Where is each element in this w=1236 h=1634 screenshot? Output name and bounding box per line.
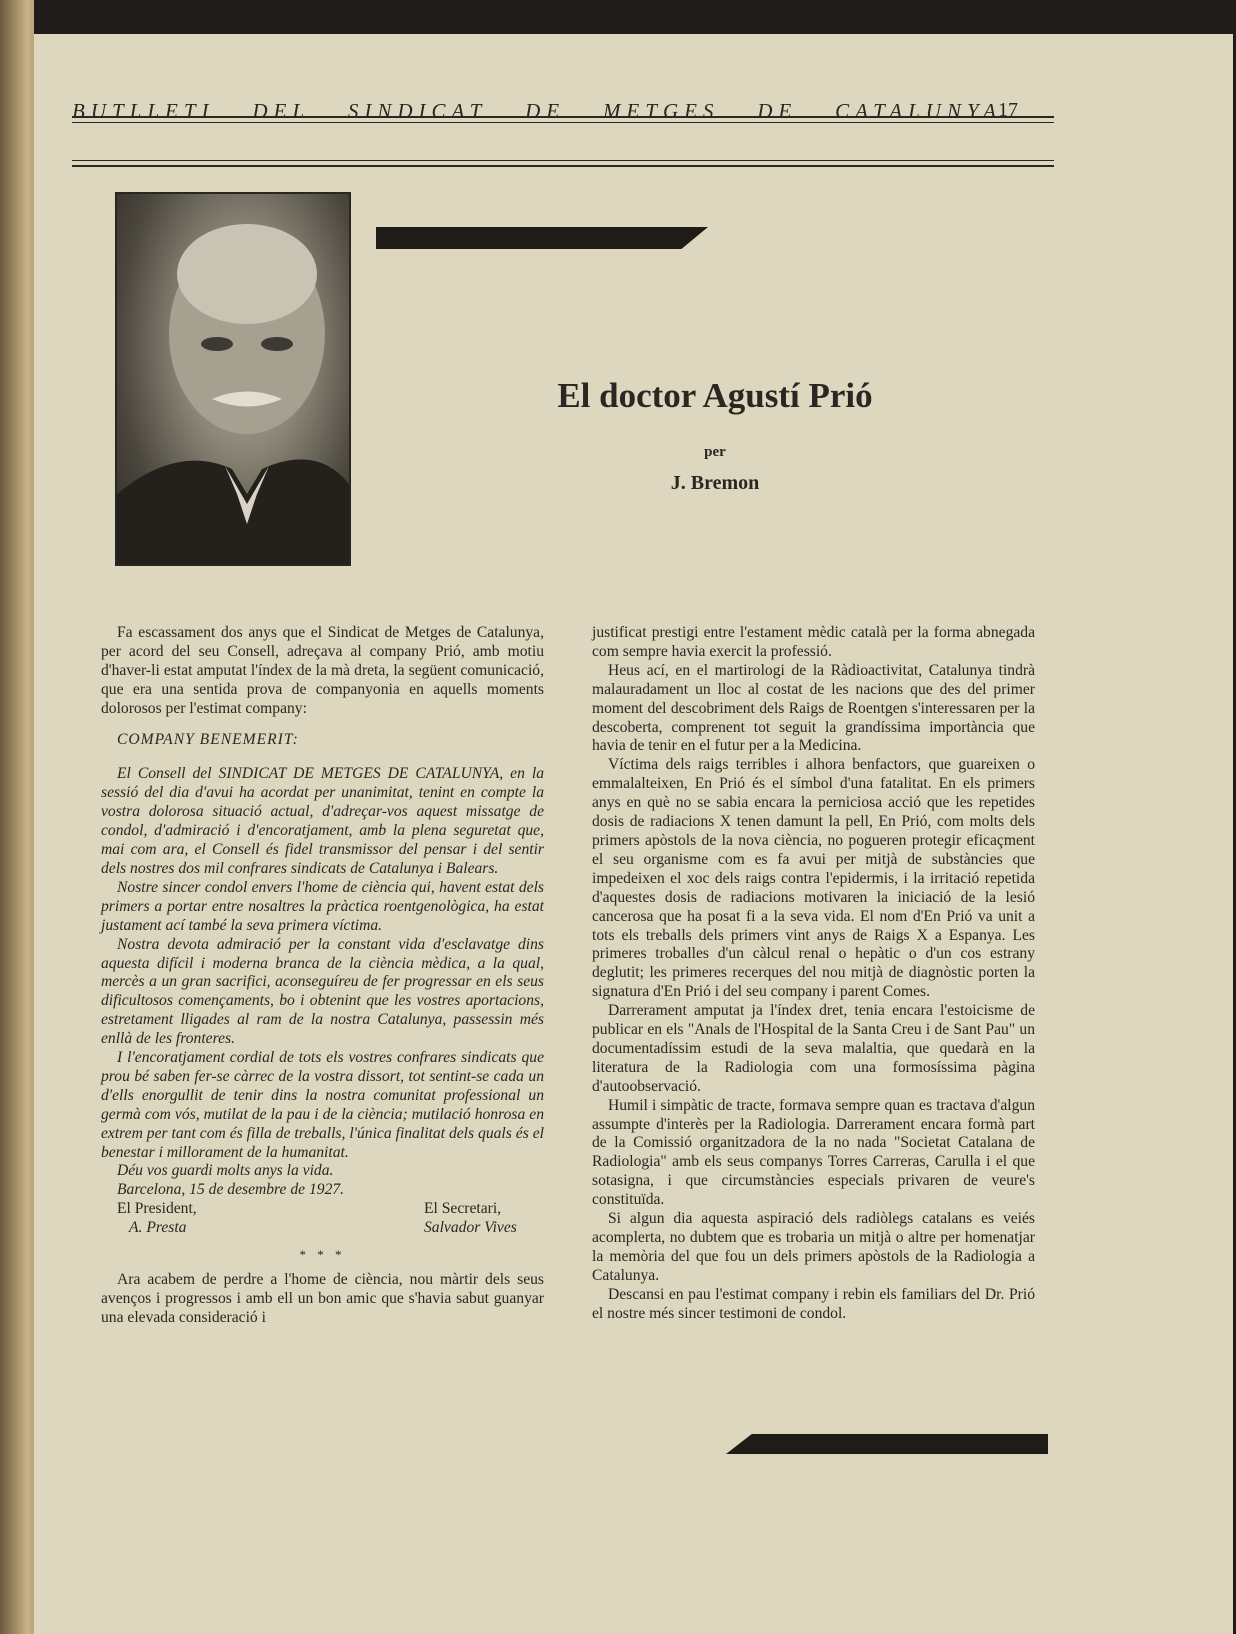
signature-names [101,1219,544,1238]
letter-salutation: COMPANY BENEMERIT: [117,730,299,748]
letter-date: Barcelona, 15 de desembre de 1927. [117,1181,345,1199]
secretary-name: Salvador Vives [424,1219,517,1237]
section-separator: * * * [299,1247,346,1263]
secretary-label: El Secretari, [424,1200,502,1218]
header-rule-bottom [72,165,1054,167]
letter-paragraph: El Consell del SINDICAT DE METGES DE CATALUNYA, en la sessió del dia d'avui ha acordat per unanimitat, tenint en compte la vostra dolorosa situació actual, d'adreçar-vos aquest missatge de condol, d'admiració i d'encoratjament, amb la plena seguretat que, mai com ara, el Consell és fidel transmissor del pensar i del sentir dels nostres dos mil confrares sindicats de Catalunya i Balears. [101,765,544,877]
header-word: DEL [252,99,311,123]
header-word: SINDICAT [347,99,488,123]
right-column [592,624,1035,1324]
end-ornament-bar [726,1434,1048,1454]
letter-closing: Déu vos guardi molts anys la vida. [117,1162,334,1180]
running-header [72,99,1002,124]
book-spine [0,0,34,1634]
body-paragraph: Humil i simpàtic de tracte, formava sempre quan es tractava d'algun assumpte d'interès per la Radiologia. Darrerament encara formà part de la Comissió organitzadora de la no nada "Societat Catalana de Radiologia" amb els seus companys Torres Carreras, Carulla i el que sotasigna, i que circumstàncies especials privaren de veure's constituïda. [592,1096,1035,1209]
page-number: 17 [998,99,1018,121]
body-paragraph: justificat prestigi entre l'estament mèdic català per la forma abnegada com sempre havia exercit la professió. [592,624,1035,660]
letter-paragraph: I l'encoratjament cordial de tots els vostres confrares sindicats que prou bé saben fer-se càrrec de la vostra dissort, tot sentint-se cada un d'ells enorgullit de tenir dins la nostra comunitat professional un germà com vós, mutilat de la pau i de la ciència; mutilació honrosa en extrem per tant com és filla de treballs, l'única finalitat dels quals és el benestar i millorament de la humanitat. [101,1049,544,1161]
header-word: BUTLLETI [72,99,215,123]
body-paragraph: Ara acabem de perdre a l'home de ciència, nou màrtir dels seus avenços i progressos i amb ell un bon amic que s'havia sabut guanyar una elevada consideració i [101,1271,544,1326]
president-label: El President, [117,1200,197,1218]
body-paragraph: Si algun dia aquesta aspiració dels radiòlegs catalans es veiés acomplerta, no dubtem que es trobaria un mitjà o altre per homenatjar la memòria del que fou un dels primers apòstols de la Radiologia a Catalunya. [592,1210,1035,1284]
left-column [101,624,544,1328]
signature-labels [101,1200,544,1219]
intro-paragraph: Fa escassament dos anys que el Sindicat de Metges de Catalunya, per acord del seu Consell, adreçava al company Prió, amb motiu d'haver-li estat amputat l'índex de la mà dreta, la següent comunicació, que era una sentida prova de companyonia en aquells moments dolorosos per l'estimat company: [101,624,544,717]
body-paragraph: Víctima dels raigs terribles i alhora benfactors, que guareixen o emmalalteixen, En Prió és el símbol d'una fatalitat. En els primers anys en què no se sabia encara la perniciosa acció que les repetides dosis de radiacions X tenen damunt la pell, En Prió, com molts dels primers apòstols de la nova ciència, no pogueren protegir eficaçment el seu organisme com es fa avui per mitjà de substàncies que impedeixen el xoc dels raigs contra l'epidermis, i la irritació repetida d'aquestes dosis de radiacions motivaren la iniciació de la lesió cancerosa que ha posat fi a la seva vida. El nom d'En Prió va unit a tots els treballs dels primers vint anys de Raigs X a Espanya. Les primeres troballes d'un càlcul renal o hepàtic o d'un cos estrany deglutit; les primeres recerques del nou mitjà de diagnòstic porten la signatura d'En Prió i del seu company i parent Comes. [592,756,1035,1001]
body-paragraph: Descansi en pau l'estimat company i rebin els familiars del Dr. Prió el nostre més sincer testimoni de condol. [592,1285,1035,1322]
header-word: METGES [602,99,720,123]
byline-author: J. Bremon [670,472,760,494]
letter-paragraph: Nostre sincer condol envers l'home de ciència qui, havent estat dels primers a portar entre nosaltres la pràctica roentgenològica, ha estat justament ací també la seva primera víctima. [101,878,544,934]
body-paragraph: Darrerament amputat ja l'índex dret, tenia encara l'estoicisme de publicar en els "Anals de l'Hospital de la Santa Creu i de Sant Pau" un documentadíssim estudi de la seva malaltia, que quedarà en la literatura de la Radiologia com una formosíssima pàgina d'autoobservació. [592,1002,1035,1095]
body-paragraph: Heus ací, en el martirologi de la Ràdioactivitat, Catalunya tindrà malauradament un lloc al costat de les nacions que des del primer moment del descobriment dels Raigs de Roentgen s'interessaren per la descoberta, comprenent tot seguit la grandíssima importància que havia de tenir en el futur per a la Medicina. [592,661,1035,755]
portrait-illustration [117,194,349,564]
byline-per: per [704,444,726,460]
header-word: CATALUNYA [835,99,1002,123]
title-ornament-bar [376,227,708,249]
portrait-photo [115,192,351,566]
article-title: El doctor Agustí Prió [557,376,873,415]
header-word: DE [757,99,798,123]
header-rule-bottom-thin [72,160,1054,161]
header-word: DE [525,99,566,123]
letter-paragraph: Nostra devota admiració per la constant vida d'esclavatge dins aquesta difícil i moderna branca de la ciència mèdica, a la qual, mercès a un gran sacrifici, aconseguíreu de fer progressar en els seus dificultosos començaments, bo i obtenint que les vostres aportacions, estretament lligades al ram de la nostra Catalunya, passessin més enllà de les fronteres. [101,935,544,1048]
president-name: A. Presta [129,1219,187,1237]
